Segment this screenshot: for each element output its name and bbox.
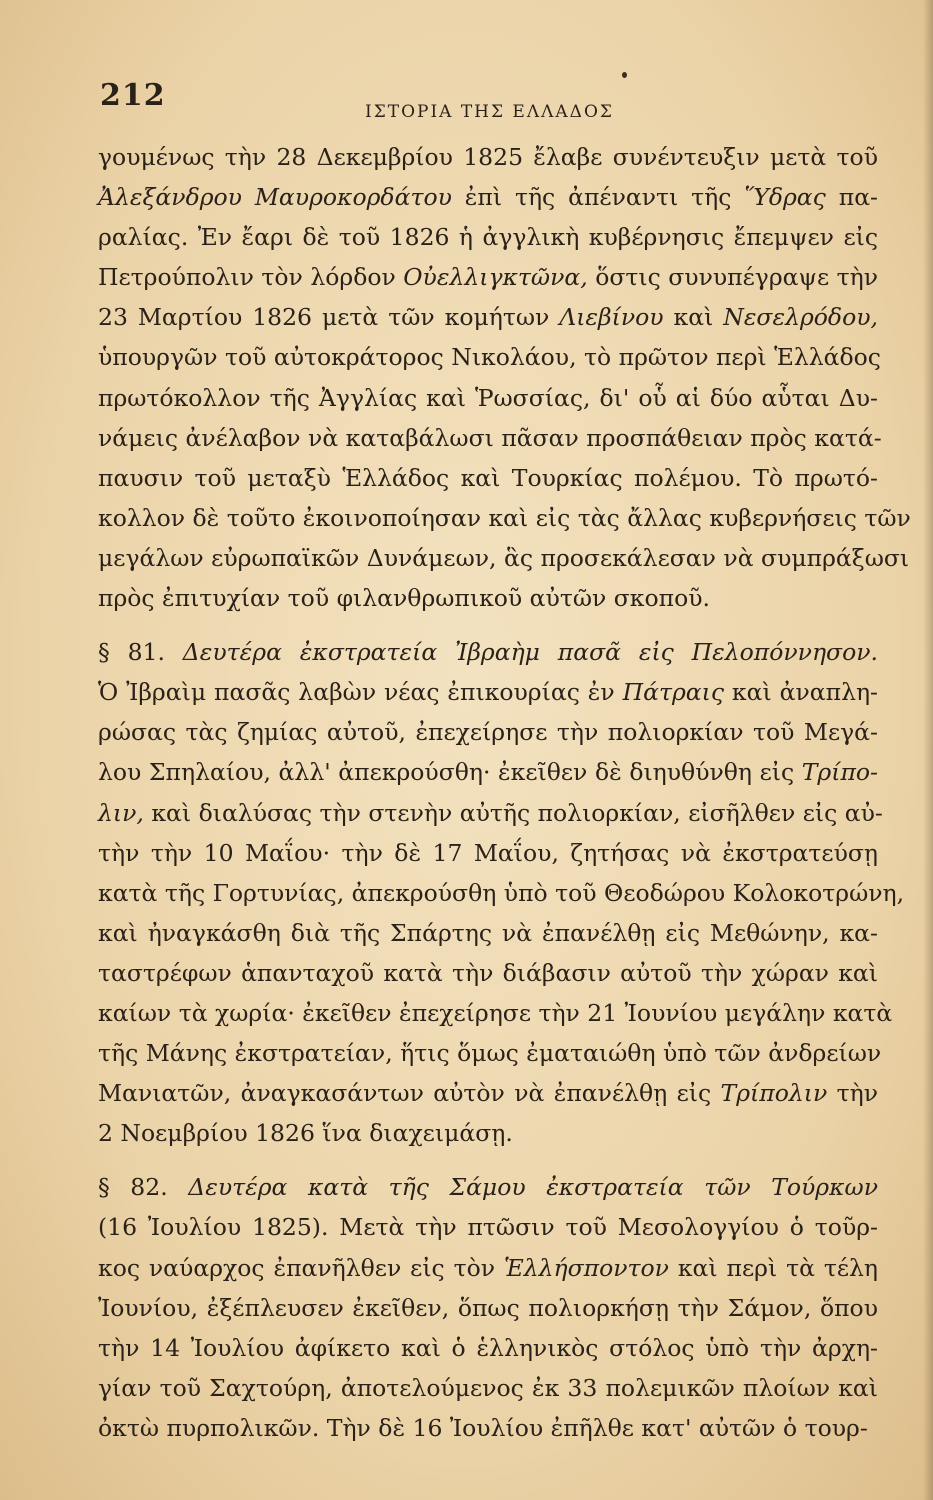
page-number: 212 <box>100 78 166 113</box>
text-line <box>98 418 882 458</box>
text-run: κολλον δὲ τοῦτο ἐκοινοποίησαν καὶ εἰς τὰς ἄλλας κυβερνήσεις τῶν <box>98 503 911 532</box>
text-line <box>98 712 878 752</box>
text-line <box>98 137 878 177</box>
page-header <box>100 78 871 122</box>
italic-text: Πάτραις <box>622 678 725 707</box>
italic-text: Τρίπο- <box>801 758 878 787</box>
text-run: καὶ <box>663 303 724 332</box>
page-edge-shadow <box>923 0 933 1500</box>
text-run: (16 Ἰουλίου 1825). Μετὰ τὴν πτῶσιν τοῦ Μεσολογγίου ὁ τοῦρ- <box>98 1213 878 1242</box>
text-run: 2 Νοεμβρίου 1826 ἵνα διαχειμάσῃ. <box>98 1119 513 1148</box>
text-run: πρὸς ἐπιτυχίαν τοῦ φιλανθρωπικοῦ αὐτῶν σκοποῦ. <box>98 584 710 613</box>
text-run: νάμεις ἀνέλαβον νὰ καταβάλωσι πᾶσαν προσπάθειαν πρὸς κατά- <box>98 423 882 452</box>
text-line <box>98 1368 878 1408</box>
text-line <box>98 953 878 993</box>
italic-text: Τρίπολιν <box>720 1079 828 1108</box>
text-run: καὶ περὶ τὰ τέλη <box>668 1253 878 1282</box>
text-run: τὴν 14 Ἰουλίου ἀφίκετο καὶ ὁ ἑλληνικὸς στόλος ὑπὸ τὴν ἀρχη- <box>98 1333 878 1362</box>
text-run: γουμένως τὴν 28 Δεκεμβρίου 1825 ἔλαβε συνέντευξιν μετὰ τοῦ <box>98 143 878 171</box>
text-run: 23 Μαρτίου 1826 μετὰ τῶν κομήτων <box>98 303 560 332</box>
text-line <box>98 378 878 418</box>
italic-text: λιν, <box>98 798 144 827</box>
text-run: καὶ ἠναγκάσθη διὰ τῆς Σπάρτης νὰ ἐπανέλθῃ εἰς Μεθώνην, κα- <box>98 918 878 947</box>
text-run: γίαν τοῦ Σαχτούρη, ἀποτελούμενος ἐκ 33 πολεμικῶν πλοίων καὶ <box>98 1373 878 1402</box>
text-line <box>98 672 878 712</box>
text-line <box>98 337 881 377</box>
text-line <box>98 873 905 913</box>
text-run: ἐπὶ τῆς ἀπέναντι τῆς <box>451 183 745 212</box>
text-line <box>98 752 878 792</box>
text-line <box>98 1033 882 1073</box>
text-run: τὴν τὴν 10 Μαΐου· τὴν δὲ 17 Μαΐου, ζητήσας νὰ ἐκστρατεύσῃ <box>98 838 878 867</box>
italic-text: Δευτέρα κατὰ τῆς Σάμου ἐκστρατεία τῶν Τούρκων <box>188 1173 878 1202</box>
text-run: κος ναύαρχος ἐπανῆλθεν εἰς τὸν <box>98 1253 504 1282</box>
italic-text: Ὕδρας <box>744 183 826 212</box>
text-run: τὴν <box>827 1079 878 1108</box>
text-run: ὑπουργῶν τοῦ αὐτοκράτορος Νικολάου, τὸ πρῶτον περὶ Ἑλλάδος <box>98 343 881 372</box>
text-run: Ὁ Ἰβραὶμ πασᾶς λαβὼν νέας ἐπικουρίας ἐν <box>98 678 623 707</box>
text-line <box>98 1113 878 1153</box>
text-run: ὅστις συνυπέγραψε τὴν <box>587 263 878 292</box>
text-line <box>98 1288 878 1328</box>
text-run: ὀκτὼ πυρπολικῶν. Τὴν δὲ 16 Ἰουλίου ἐπῆλθε κατ' αὐτῶν ὁ τουρ- <box>98 1413 868 1442</box>
text-run: λου Σπηλαίου, ἀλλ' ἀπεκρούσθη· ἐκεῖθεν δὲ διηυθύνθη εἰς <box>98 758 802 787</box>
text-line <box>98 458 878 498</box>
text-run: πα- <box>825 183 879 212</box>
text-line <box>98 257 878 297</box>
text-run: τῆς Μάνης ἐκστρατείαν, ἥτις ὅμως ἐματαιώθη ὑπὸ τῶν ἀνδρείων <box>98 1039 882 1068</box>
text-run: παυσιν τοῦ μεταξὺ Ἑλλάδος καὶ Τουρκίας πολέμου. Τὸ πρωτό- <box>98 463 878 492</box>
italic-text: Νεσελρόδου, <box>723 303 878 332</box>
text-line <box>98 1207 878 1247</box>
text-line <box>98 1408 878 1448</box>
text-line <box>98 177 878 217</box>
text-run: Μανιατῶν, ἀναγκασάντων αὐτὸν νὰ ἐπανέλθῃ εἰς <box>98 1079 721 1108</box>
italic-text: Λιεβίνου <box>559 303 664 332</box>
text-line <box>98 1167 878 1207</box>
text-line <box>98 1328 878 1368</box>
text-line <box>98 217 878 257</box>
text-line <box>98 578 878 618</box>
italic-text: Ἑλλήσποντον <box>503 1253 669 1282</box>
text-line <box>98 498 911 538</box>
text-run: ρώσας τὰς ζημίας αὐτοῦ, ἐπεχείρησε τὴν πολιορκίαν τοῦ Μεγά- <box>98 718 878 747</box>
text-line <box>98 1248 878 1288</box>
italic-text: Δευτέρα ἐκστρατεία Ἰβραὴμ πασᾶ εἰς Πελοπόννησον. <box>182 638 878 667</box>
text-line <box>98 632 878 672</box>
body-text <box>98 137 911 1448</box>
paragraph-spacer <box>98 1153 878 1167</box>
text-line <box>98 297 878 337</box>
text-run: καὶ ἀναπλη- <box>724 678 878 707</box>
text-run: Ἰουνίου, ἐξέπλευσεν ἐκεῖθεν, ὅπως πολιορκήσῃ τὴν Σάμον, ὅπου <box>98 1293 878 1322</box>
italic-text: Οὐελλιγκτῶνα, <box>403 263 588 292</box>
paragraph-spacer <box>98 618 878 632</box>
text-run: § 82. <box>98 1173 189 1202</box>
text-run: § 81. <box>98 638 183 667</box>
text-run: κατὰ τῆς Γορτυνίας, ἀπεκρούσθη ὑπὸ τοῦ Θεοδώρου Κολοκοτρώνη, <box>98 878 905 907</box>
text-run: καὶ διαλύσας τὴν στενὴν αὐτῆς πολιορκίαν, εἰσῆλθεν εἰς αὐ- <box>143 798 883 827</box>
running-title: ΙΣΤΟΡΙΑ ΤΗΣ ΕΛΛΑΔΟΣ <box>365 102 614 122</box>
text-run: ραλίας. Ἐν ἔαρι δὲ τοῦ 1826 ἡ ἀγγλικὴ κυβέρνησις ἔπεμψεν εἰς <box>98 223 878 252</box>
text-line <box>98 993 893 1033</box>
text-line <box>98 1073 878 1113</box>
text-run: ταστρέφων ἁπανταχοῦ κατὰ τὴν διάβασιν αὐτοῦ τὴν χώραν καὶ <box>98 958 878 987</box>
text-line <box>98 793 883 833</box>
text-line <box>98 833 878 873</box>
italic-text: Ἀλεξάνδρου Μαυροκορδάτου <box>98 183 452 212</box>
text-line <box>98 913 878 953</box>
text-run: πρωτόκολλον τῆς Ἀγγλίας καὶ Ῥωσσίας, δι' οὗ αἱ δύο αὗται Δυ- <box>98 383 878 412</box>
text-line <box>98 538 910 578</box>
text-run: Πετρούπολιν τὸν λόρδον <box>98 263 404 292</box>
text-run: καίων τὰ χωρία· ἐκεῖθεν ἐπεχείρησε τὴν 21 Ἰουνίου μεγάλην κατὰ <box>98 998 893 1027</box>
text-run: μεγάλων εὐρωπαϊκῶν Δυνάμεων, ἃς προσεκάλεσαν νὰ συμπράξωσι <box>98 543 910 572</box>
